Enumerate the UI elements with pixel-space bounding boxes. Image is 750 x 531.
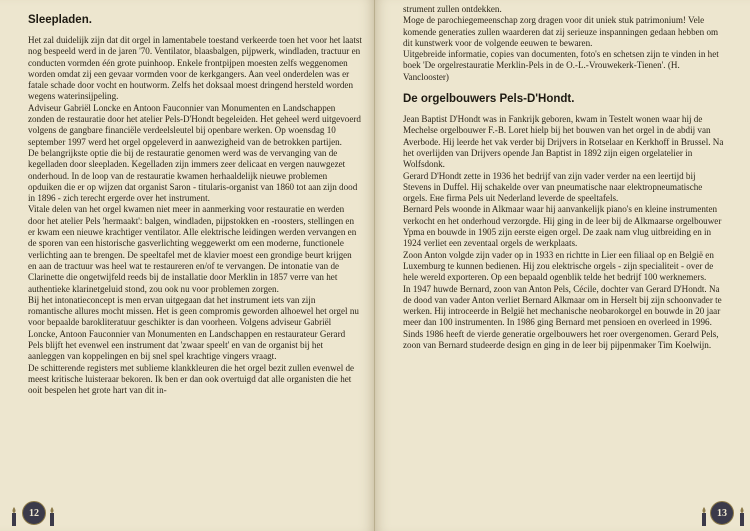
paragraph: Jean Baptist D'Hondt was in Fankrijk geboren, kwam in Testelt wonen waar hij de Mechelse orgelbouwer F.-B. Loret hielp bij het bouwen van het orgel in de abdij van Averbode. Hij leerde het vak verder bij Drijvers in Rotselaar en Kerkhoff in Brussel. Na het overlijden van Drijvers opende Jan Baptist in 1892 zijn eigen orgelatelier in Wolfsdonk. <box>403 114 724 170</box>
paragraph: Sinds 1986 heeft de vierde generatie orgelbouwers het roer overgenomen. Gerard Pels, zoon van Bernard studeerde design en ging in de leer bij pijpenmaker Tim Koelwijn. <box>403 328 719 351</box>
candle-ornament-icon <box>8 507 20 527</box>
page-number-badge: 12 <box>22 501 46 525</box>
paragraph: De belangrijkste optie die bij de restauratie genomen werd was de vervanging van de kegelladen door sleepladen. Kegelladen zijn immers zeer delicaat en vergen nauwgezet onderhoud. In de loop van de restauratie kwamen herhaaldelijk nieuwe problemen opduiken die er op wijzen dat organist Saron - titularis-organist van 1860 tot aan zijn dood in 1896 - zich terecht ergerde over het instrument. <box>28 147 358 204</box>
candle-ornament-icon <box>736 507 748 527</box>
page-number-badge: 13 <box>710 501 734 525</box>
paragraph: Zoon Anton volgde zijn vader op in 1933 en richtte in Lier een filiaal op en België en Luxemburg te kunnen bedienen. Hij zou elektrische orgels - zijn specialiteit - over de hele wereld exporteren. Op een bepaald ogenblik telde het bedrijf 100 werknemers. <box>403 249 714 283</box>
paragraph: Moge de parochiegemeenschap zorg dragen voor dit uniek stuk patrimonium! Vele komende generaties zullen waarderen dat zij serieuze inspanningen gedaan hebben om dit kunstwerk voor de volgende eeuwen te bewaren. <box>403 15 719 48</box>
paragraph: Vitale delen van het orgel kwamen niet meer in aanmerking voor restauratie en werden door het atelier Pels 'hermaakt': balgen, windladen, pijpstokken en -roosters, stellingen en er kwam een nieuwe krachtiger ventilator. Alle elektrische leidingen werden vervangen en de sporen van een historische gasverlichting weggewerkt om een moderne, functionele verlichting aan te brengen. De speeltafel met de klavier moest een grondige beurt krijgen en aan de tractuur was heel wat te restaureren en/of te vervangen. De intonatie van de Clarinette die ongetwijfeld reeds bij de installatie door Merklin in 1857 verre van het authentieke klarinetgeluid stond, zou ook nu voor problemen zorgen. <box>28 204 357 294</box>
candle-ornament-icon <box>698 507 710 527</box>
paragraph: Het zal duidelijk zijn dat dit orgel in lamentabele toestand verkeerde toen het voor het laatst nog bespeeld werd in de jaren '70. Ventilator, blaasbalgen, pijpwerk, windladen, tractuur en conducten vormden één grote puinhoop. Enkele frontpijpen moesten zelfs weggenomen worden omdat zij een gevaar vormden voor de kerkgangers. Aan veel onderdelen was er fatale schade door vocht en houtworm. Zelfs het doksaal moest dringend hersteld worden wegens waterinsijpeling. <box>28 35 362 102</box>
right-page <box>375 0 750 531</box>
paragraph: Bij het intonatieconcept is men ervan uitgegaan dat het instrument iets van zijn romantische allures mocht missen. Het is geen compromis geworden alhoewel het orgel nu voor bepaalde barokliteratuur geschikter is dan voorheen. Volgens adviseur Gabriël Loncke, Antoon Fauconnier van Monumenten en Landschappen en restaurateur Gerard Pels blijft het evenwel een instrument dat 'zwaar speelt' en van de organist bij het aanleggen van koppelingen en bij snel spel krachtige vingers vraagt. <box>28 294 359 362</box>
paragraph: strument zullen ontdekken. <box>403 4 502 14</box>
paragraph: De schitterende registers met sublieme klankkleuren die het orgel bezit zullen evenwel de meest kritische luisteraar bekoren. Ik ben er dan ook overtuigd dat alle organisten die het ooit bespelen het grote hart van dit in- <box>28 362 355 396</box>
section-heading: Sleepladen. <box>28 14 92 26</box>
paragraph: Bernard Pels woonde in Alkmaar waar hij aanvankelijk piano's en kleine instrumenten verkocht en het onderhoud verzorgde. Hij ging in de leer bij de Alkmaarse orgelbouwer Ypma en bouwde in 1905 zijn eerste eigen orgel. De zaak nam vlug uitbreiding en in 1924 verliet een zeventaal orgels de werkplaats. <box>403 204 722 249</box>
paragraph: Gerard D'Hondt zette in 1936 het bedrijf van zijn vader verder na een leertijd bij Stevens in Duffel. Hij schakelde over van pneumatische naar elektropneumatische orgels. Eне firma Pels uit Nederland leverde de speeltafels. <box>403 170 703 204</box>
paragraph: In 1947 huwde Bernard, zoon van Anton Pels, Cécile, dochter van Gerard D'Hondt. Na de dood van vader Anton verliet Bernard Alkmaar om in Herselt bij zijn schoonvader te werken. Hij introceerde in België het mechanische neobarokorgel en bouwde in 20 jaar meer dan 100 instrumenten. In 1986 ging Bernard met pensioen en overleed in 1996. <box>403 283 722 328</box>
paragraph: Adviseur Gabriël Loncke en Antoon Fauconnier van Monumenten en Landschappen zonden de restauratie door het atelier Pels-D'Hondt begeleiden. Het geheel werd uitgevoerd volgens de gangbare financiële verdeelsleutel bij openbare werken. Op woensdag 10 september 1997 werd het orgel opgeleverd in aanwezigheid van de betrokken partijen. <box>28 102 361 147</box>
candle-ornament-icon <box>46 507 58 527</box>
paragraph: Uitgebreide informatie, copies van documenten, foto's en schetsen zijn te vinden in het boek 'De orgelrestauratie Merklin-Pels in de O.-L.-Vrouwekerk-Tienen'. (H. Vanclooster) <box>403 49 719 82</box>
section-heading: De orgelbouwers Pels-D'Hondt. <box>403 93 575 106</box>
